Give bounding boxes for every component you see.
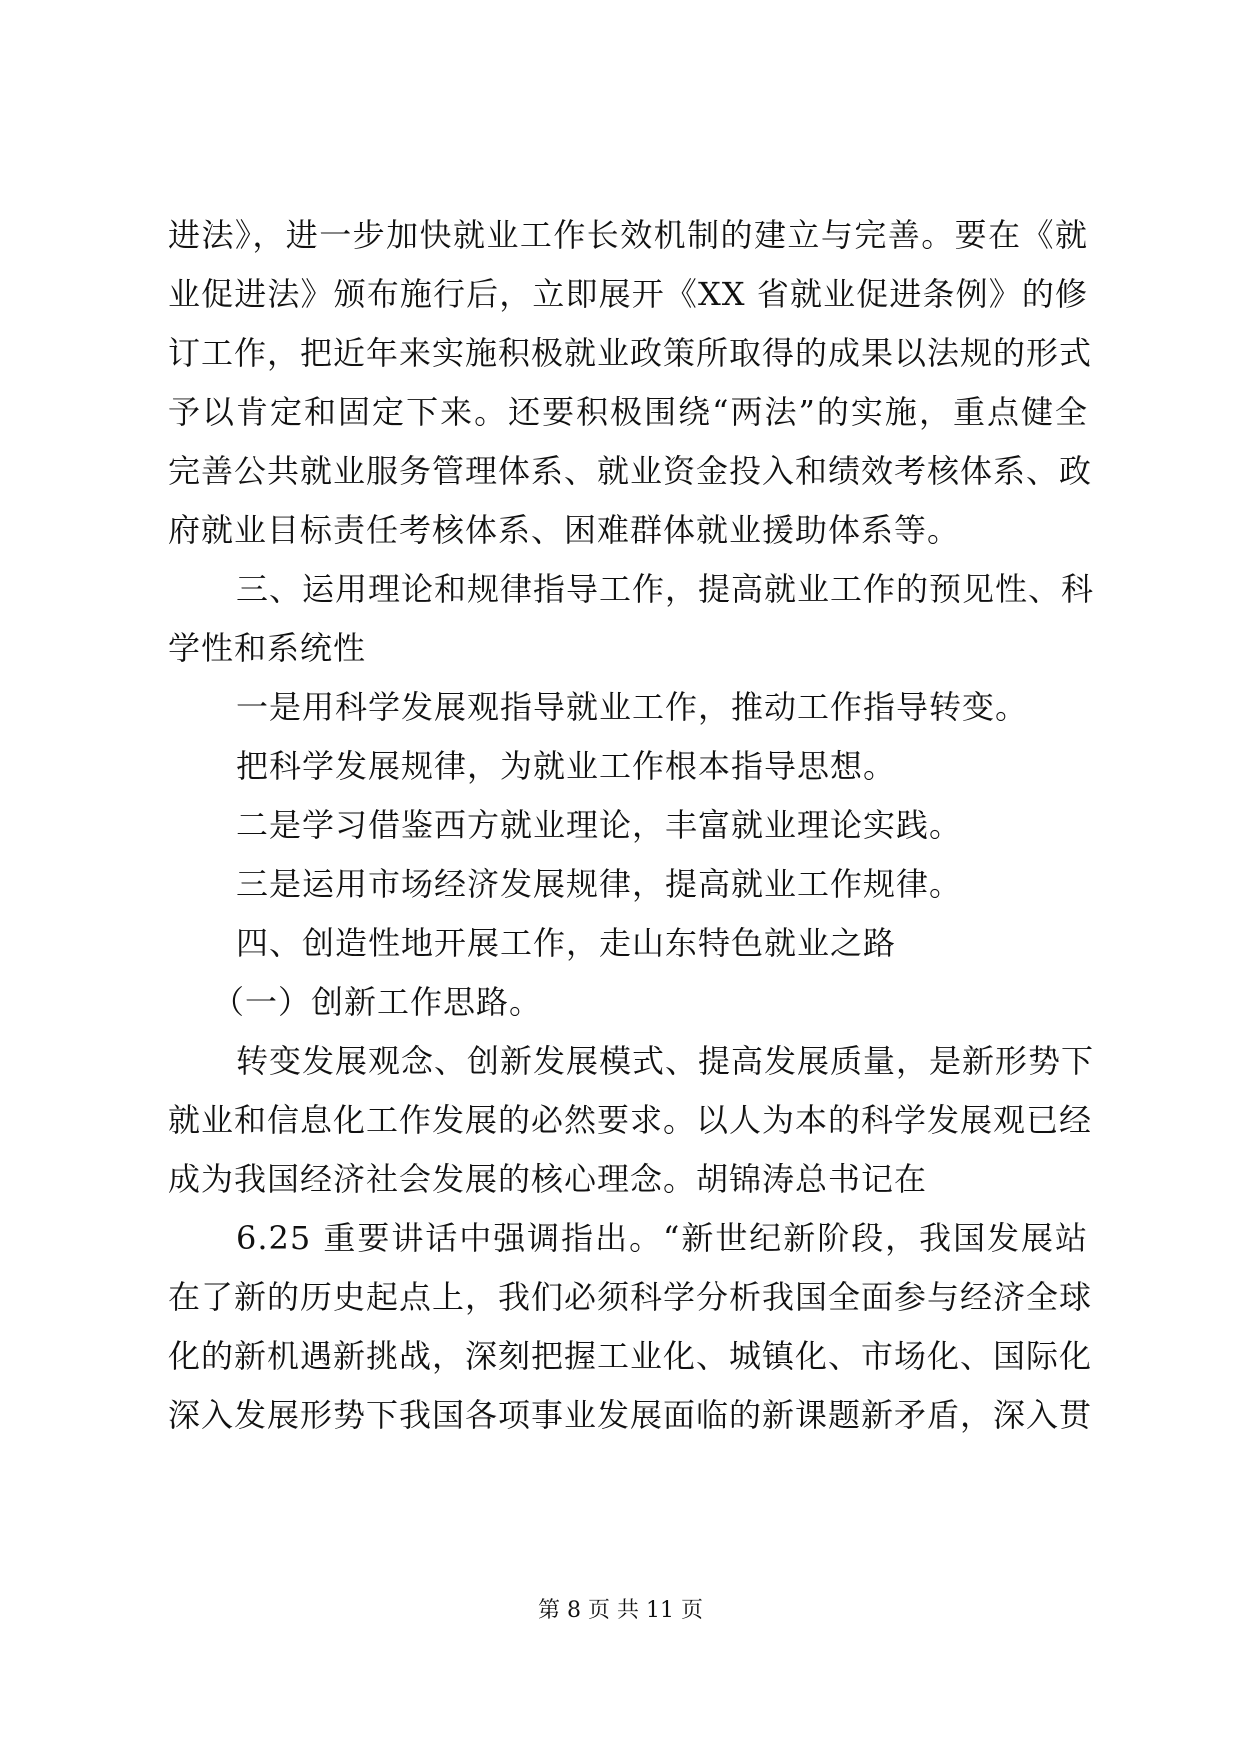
text-line: 深入发展形势下我国各项事业发展面临的新课题新矛盾，深入贯 bbox=[168, 1396, 1093, 1434]
text-line: 就业和信息化工作发展的必然要求。以人为本的科学发展观已经 bbox=[168, 1101, 1093, 1139]
page-number-footer: 第 8 页 共 11 页 bbox=[538, 1598, 703, 1623]
text-line: 成为我国经济社会发展的核心理念。胡锦涛总书记在 bbox=[168, 1160, 928, 1198]
text-line: 订工作，把近年来实施积极就业政策所取得的成果以法规的形式 bbox=[168, 334, 1093, 372]
section-heading-continued: 学性和系统性 bbox=[168, 629, 367, 667]
text-line: 业促进法》颁布施行后，立即展开《XX 省就业促进条例》的修 bbox=[168, 275, 1088, 313]
text-line: 府就业目标责任考核体系、困难群体就业援助体系等。 bbox=[168, 511, 961, 549]
section-heading: 三、运用理论和规律指导工作，提高就业工作的预见性、科 bbox=[236, 570, 1095, 608]
document-body bbox=[168, 206, 1095, 1445]
subsection-heading: （一）创新工作思路。 bbox=[212, 983, 543, 1021]
text-line: 6.25 重要讲话中强调指出。“新世纪新阶段，我国发展站 bbox=[236, 1219, 1088, 1257]
text-line: 转变发展观念、创新发展模式、提高发展质量，是新形势下 bbox=[236, 1042, 1095, 1080]
text-line: 二是学习借鉴西方就业理论，丰富就业理论实践。 bbox=[236, 806, 963, 844]
text-line: 化的新机遇新挑战，深刻把握工业化、城镇化、市场化、国际化 bbox=[168, 1337, 1093, 1375]
text-line: 一是用科学发展观指导就业工作，推动工作指导转变。 bbox=[236, 688, 1029, 726]
text-line: 把科学发展规律，为就业工作根本指导思想。 bbox=[236, 747, 897, 785]
text-line: 完善公共就业服务管理体系、就业资金投入和绩效考核体系、政 bbox=[168, 452, 1093, 490]
text-line: 在了新的历史起点上，我们必须科学分析我国全面参与经济全球 bbox=[168, 1278, 1093, 1316]
text-line: 三是运用市场经济发展规律，提高就业工作规律。 bbox=[236, 865, 963, 903]
text-line: 进法》，进一步加快就业工作长效机制的建立与完善。要在《就 bbox=[168, 216, 1088, 254]
text-line: 予以肯定和固定下来。还要积极围绕“两法”的实施，重点健全 bbox=[168, 393, 1088, 431]
section-heading: 四、创造性地开展工作，走山东特色就业之路 bbox=[236, 924, 897, 962]
